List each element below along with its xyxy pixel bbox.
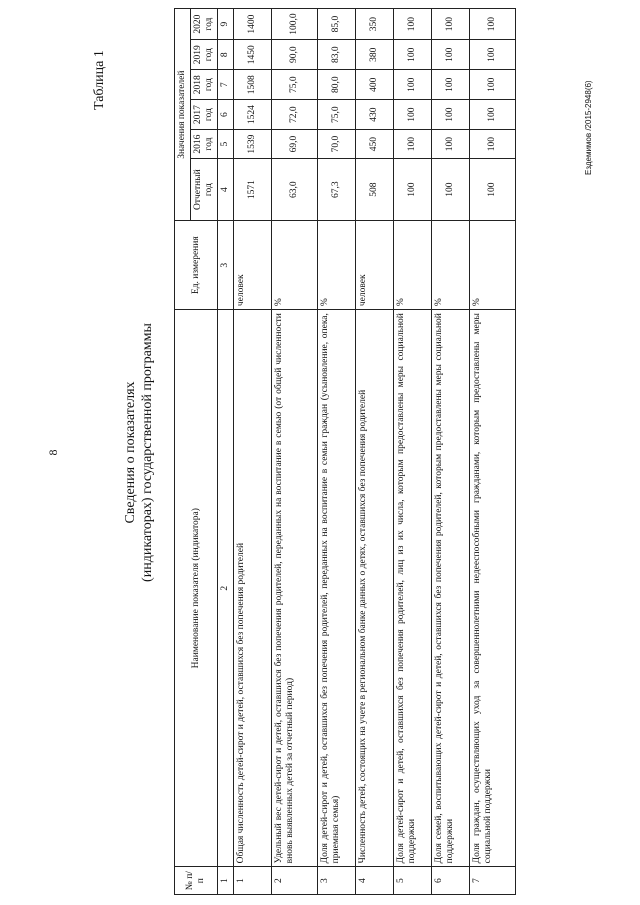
- report-year-value: 508: [356, 158, 394, 220]
- footer-code: Ездемимов /2015-2948(6): [584, 80, 593, 175]
- header-year: 2016 год: [191, 130, 218, 159]
- table-row: [318, 9, 356, 895]
- header-year: 2018 год: [191, 70, 218, 100]
- year-value: 75,0: [318, 100, 356, 130]
- year-value: 70,0: [318, 130, 356, 159]
- indicator-name: Доля детей-сирот и детей, оставшихся без попечения родителей, лиц из их числа, которым предоставлены меры социальной поддержки: [394, 310, 432, 867]
- year-value: 1450: [234, 40, 272, 70]
- year-value: 100: [394, 70, 432, 100]
- title-line-1: Сведения о показателях: [123, 381, 138, 524]
- table-row: [394, 9, 432, 895]
- unit-of-measure: %: [470, 221, 516, 310]
- table-body: [218, 9, 516, 895]
- column-number: 9: [218, 9, 234, 40]
- column-number: 5: [218, 130, 234, 159]
- document-heading: [122, 0, 156, 905]
- indicator-name: Доля детей-сирот и детей, оставшихся без попечения родителей, переданных на воспитание в семьи граждан (усыновление, опека, приемная семья): [318, 310, 356, 867]
- year-value: 1400: [234, 9, 272, 40]
- column-number: 7: [218, 70, 234, 100]
- report-year-value: 100: [394, 158, 432, 220]
- report-year-value: 1571: [234, 158, 272, 220]
- report-year-value: 63,0: [272, 158, 318, 220]
- table-label: Таблица 1: [92, 50, 107, 110]
- table-row: [234, 9, 272, 895]
- column-numbering-row: [218, 9, 234, 895]
- header-row-1: [175, 9, 191, 895]
- year-value: 100: [470, 40, 516, 70]
- report-year-value: 100: [432, 158, 470, 220]
- column-number: 4: [218, 158, 234, 220]
- year-value: 100: [432, 130, 470, 159]
- row-number: 3: [318, 867, 356, 895]
- year-value: 100: [470, 9, 516, 40]
- year-value: 350: [356, 9, 394, 40]
- header-values: Значения показателей: [175, 9, 191, 221]
- year-value: 100: [394, 100, 432, 130]
- unit-of-measure: %: [394, 221, 432, 310]
- year-value: 100: [432, 40, 470, 70]
- unit-of-measure: человек: [234, 221, 272, 310]
- year-value: 85,0: [318, 9, 356, 40]
- year-value: 1524: [234, 100, 272, 130]
- report-year-value: 100: [470, 158, 516, 220]
- indicator-name: Численность детей, состоящих на учете в региональном банке данных о детях, оставшихся без попечения родителей: [356, 310, 394, 867]
- header-unit: Ед. измерения: [175, 221, 218, 310]
- header-year: 2019 год: [191, 40, 218, 70]
- year-value: 1539: [234, 130, 272, 159]
- report-year-value: 67,3: [318, 158, 356, 220]
- column-number: 3: [218, 221, 234, 310]
- year-value: 69,0: [272, 130, 318, 159]
- year-value: 100: [394, 130, 432, 159]
- unit-of-measure: %: [432, 221, 470, 310]
- row-number: 2: [272, 867, 318, 895]
- indicator-name: Доля семей, воспитывающих детей-сирот и детей, оставшихся без попечения родителей, которым предоставлены меры социальной поддержки: [432, 310, 470, 867]
- year-value: 100: [432, 9, 470, 40]
- year-value: 1508: [234, 70, 272, 100]
- year-value: 100: [394, 9, 432, 40]
- year-value: 100: [432, 100, 470, 130]
- column-number: 1: [218, 867, 234, 895]
- year-value: 80,0: [318, 70, 356, 100]
- title-line-2: (индикаторах) государственной программы: [140, 323, 155, 582]
- year-value: 450: [356, 130, 394, 159]
- unit-of-measure: %: [318, 221, 356, 310]
- row-number: 7: [470, 867, 516, 895]
- year-value: 100: [470, 130, 516, 159]
- row-number: 1: [234, 867, 272, 895]
- table-row: [432, 9, 470, 895]
- year-value: 100: [470, 70, 516, 100]
- year-value: 72,0: [272, 100, 318, 130]
- header-report-year: Отчетный год: [191, 158, 218, 220]
- year-value: 90,0: [272, 40, 318, 70]
- row-number: 4: [356, 867, 394, 895]
- row-number: 6: [432, 867, 470, 895]
- year-value: 400: [356, 70, 394, 100]
- column-number: 8: [218, 40, 234, 70]
- indicator-name: Доля граждан, осуществляющих уход за совершеннолетними недееспособными гражданами, которым предоставлены меры социальной поддержки: [470, 310, 516, 867]
- year-value: 100,0: [272, 9, 318, 40]
- unit-of-measure: человек: [356, 221, 394, 310]
- header-year: 2017 год: [191, 100, 218, 130]
- year-value: 83,0: [318, 40, 356, 70]
- unit-of-measure: %: [272, 221, 318, 310]
- year-value: 75,0: [272, 70, 318, 100]
- table-row: [272, 9, 318, 895]
- indicator-name: Общая численность детей-сирот и детей, оставшихся без попечения родителей: [234, 310, 272, 867]
- header-name: Наименование показателя (индикатора): [175, 310, 218, 867]
- header-num: № п/п: [175, 867, 218, 895]
- year-value: 100: [470, 100, 516, 130]
- column-number: 6: [218, 100, 234, 130]
- header-year: 2020 год: [191, 9, 218, 40]
- row-number: 5: [394, 867, 432, 895]
- page-number: 8: [46, 449, 60, 456]
- table-row: [356, 9, 394, 895]
- column-number: 2: [218, 310, 234, 867]
- table-row: [470, 9, 516, 895]
- year-value: 430: [356, 100, 394, 130]
- indicators-table: [174, 8, 516, 895]
- year-value: 380: [356, 40, 394, 70]
- year-value: 100: [432, 70, 470, 100]
- indicator-name: Удельный вес детей-сирот и детей, оставшихся без попечения родителей, переданных на воспитание в семью (от общей численности вновь выявленных детей за отчетный период): [272, 310, 318, 867]
- year-value: 100: [394, 40, 432, 70]
